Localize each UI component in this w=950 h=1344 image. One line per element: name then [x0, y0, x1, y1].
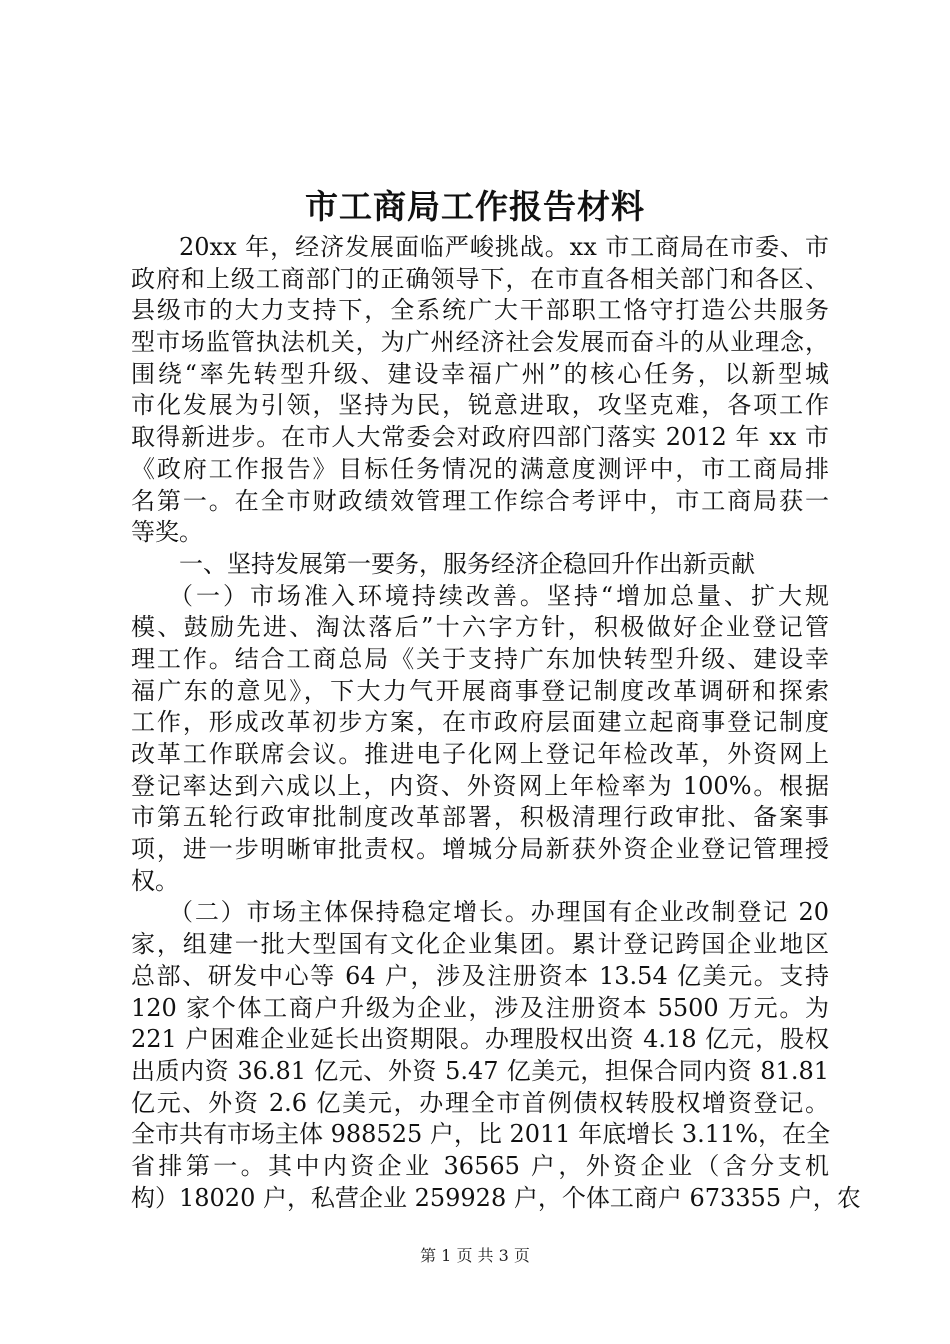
text-line: 省排第一。其中内资企业 36565 户，外资企业（含分支机 [131, 1151, 829, 1180]
text-line: （二）市场主体保持稳定增长。办理国有企业改制登记 20 [169, 898, 829, 927]
text-line: 登记率达到六成以上，内资、外资网上年检率为 100%。根据 [131, 771, 829, 800]
text-line: 《政府工作报告》目标任务情况的满意度测评中，市工商局排 [131, 454, 829, 483]
text-line: 福广东的意见》，下大力气开展商事登记制度改革调研和探索 [131, 676, 829, 705]
text-line: 项，进一步明晰审批责权。增城分局新获外资企业登记管理授 [131, 835, 829, 864]
text-line: 政府和上级工商部门的正确领导下，在市直各相关部门和各区、 [131, 264, 829, 293]
text-line: 工作，形成改革初步方案，在市政府层面建立起商事登记制度 [131, 708, 829, 737]
text-line: 围绕“率先转型升级、建设幸福广州”的核心任务，以新型城 [131, 359, 829, 388]
text-line: 家，组建一批大型国有文化企业集团。累计登记跨国企业地区 [131, 930, 829, 959]
text-line: 模、鼓励先进、淘汰落后”十六字方针，积极做好企业登记管 [131, 613, 829, 642]
text-line: 亿元、外资 2.6 亿美元，办理全市首例债权转股权增资登记。 [131, 1088, 829, 1117]
document-title: 市工商局工作报告材料 [305, 187, 645, 226]
text-line: 型市场监管执法机关，为广州经济社会发展而奋斗的从业理念， [131, 328, 829, 357]
text-line: 总部、研发中心等 64 户，涉及注册资本 13.54 亿美元。支持 [131, 961, 829, 990]
text-line: 县级市的大力支持下，全系统广大干部职工恪守打造公共服务 [131, 296, 829, 325]
text-line: 120 家个体工商户升级为企业，涉及注册资本 5500 万元。为 [131, 993, 829, 1022]
section-heading: 一、坚持发展第一要务，服务经济企稳回升作出新贡献 [179, 549, 755, 578]
text-line: 20xx 年，经济发展面临严峻挑战。xx 市工商局在市委、市 [179, 233, 829, 261]
text-line: 取得新进步。在市人大常委会对政府四部门落实 2012 年 xx 市 [131, 423, 829, 452]
document-body [131, 232, 861, 1214]
text-line: 市第五轮行政审批制度改革部署，积极清理行政审批、备案事 [131, 803, 829, 832]
text-line: （一）市场准入环境持续改善。坚持“增加总量、扩大规 [169, 581, 829, 610]
text-line: 理工作。结合工商总局《关于支持广东加快转型升级、建设幸 [131, 644, 829, 673]
text-line: 市化发展为引领，坚持为民，锐意进取，攻坚克难，各项工作 [131, 391, 829, 420]
page-footer: 第 1 页 共 3 页 [420, 1246, 530, 1265]
text-line: 等奖。 [131, 518, 203, 547]
text-line: 名第一。在全市财政绩效管理工作综合考评中，市工商局获一 [131, 486, 829, 515]
text-line: 出质内资 36.81 亿元、外资 5.47 亿美元，担保合同内资 81.81 [131, 1056, 829, 1085]
text-line: 构）18020 户，私营企业 259928 户，个体工商户 673355 户，农 [131, 1183, 861, 1212]
text-line: 221 户困难企业延长出资期限。办理股权出资 4.18 亿元，股权 [131, 1025, 829, 1054]
text-line: 权。 [131, 866, 179, 895]
text-line: 全市共有市场主体 988525 户，比 2011 年底增长 3.11%，在全 [131, 1120, 831, 1149]
text-line: 改革工作联席会议。推进电子化网上登记年检改革，外资网上 [131, 740, 829, 768]
